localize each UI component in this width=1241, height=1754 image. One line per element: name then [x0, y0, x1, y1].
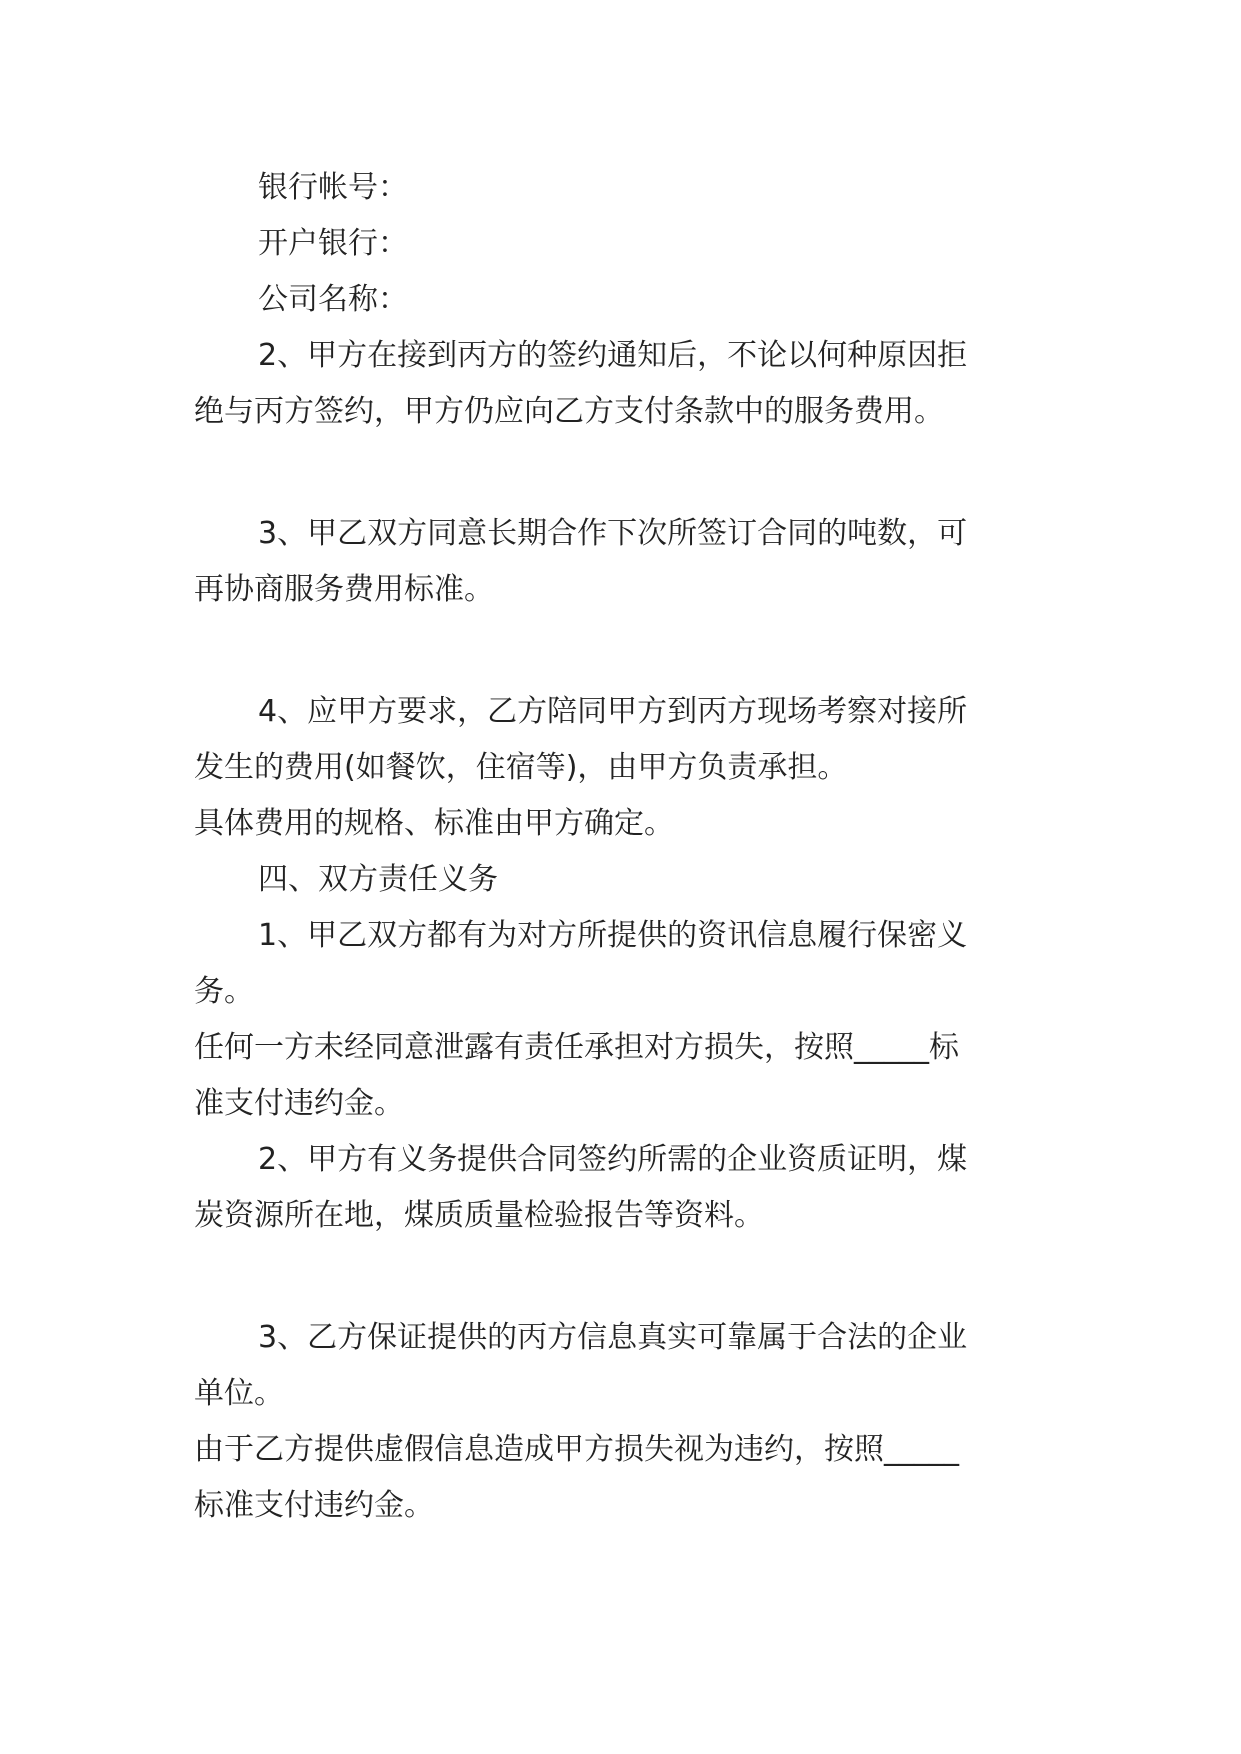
clause-4-2-line-2: 炭资源所在地，煤质质量检验报告等资料。 — [194, 1198, 764, 1233]
clause-4-3-line-1: 3、乙方保证提供的丙方信息真实可靠属于合法的企业 — [258, 1320, 968, 1355]
clause-3-2-line-2: 绝与丙方签约，甲方仍应向乙方支付条款中的服务费用。 — [194, 394, 944, 429]
clause-4-1-line-3: 任何一方未经同意泄露有责任承担对方损失，按照_____标 — [194, 1030, 959, 1065]
clause-3-4-line-2: 发生的费用(如餐饮，住宿等)，由甲方负责承担。 — [194, 750, 848, 785]
clause-3-4-line-3: 具体费用的规格、标准由甲方确定。 — [194, 806, 674, 841]
section-4-heading: 四、双方责任义务 — [258, 862, 498, 897]
clause-3-4-line-1: 4、应甲方要求，乙方陪同甲方到丙方现场考察对接所 — [258, 694, 968, 729]
clause-3-3-line-2: 再协商服务费用标准。 — [194, 572, 494, 607]
clause-4-1-line-2: 务。 — [194, 974, 254, 1009]
company-name-label: 公司名称： — [258, 282, 408, 317]
clause-4-3-line-3: 由于乙方提供虚假信息造成甲方损失视为违约，按照_____ — [194, 1432, 959, 1467]
clause-4-3-line-2: 单位。 — [194, 1376, 284, 1411]
clause-3-2-line-1: 2、甲方在接到丙方的签约通知后，不论以何种原因拒 — [258, 338, 968, 373]
clause-4-1-line-1: 1、甲乙双方都有为对方所提供的资讯信息履行保密义 — [258, 918, 968, 953]
clause-3-3-line-1: 3、甲乙双方同意长期合作下次所签订合同的吨数，可 — [258, 516, 968, 551]
bank-account-label: 银行帐号： — [258, 170, 408, 205]
clause-4-3-line-4: 标准支付违约金。 — [194, 1488, 434, 1523]
clause-4-1-line-4: 准支付违约金。 — [194, 1086, 404, 1121]
clause-4-2-line-1: 2、甲方有义务提供合同签约所需的企业资质证明，煤 — [258, 1142, 968, 1177]
bank-name-label: 开户银行： — [258, 226, 408, 261]
